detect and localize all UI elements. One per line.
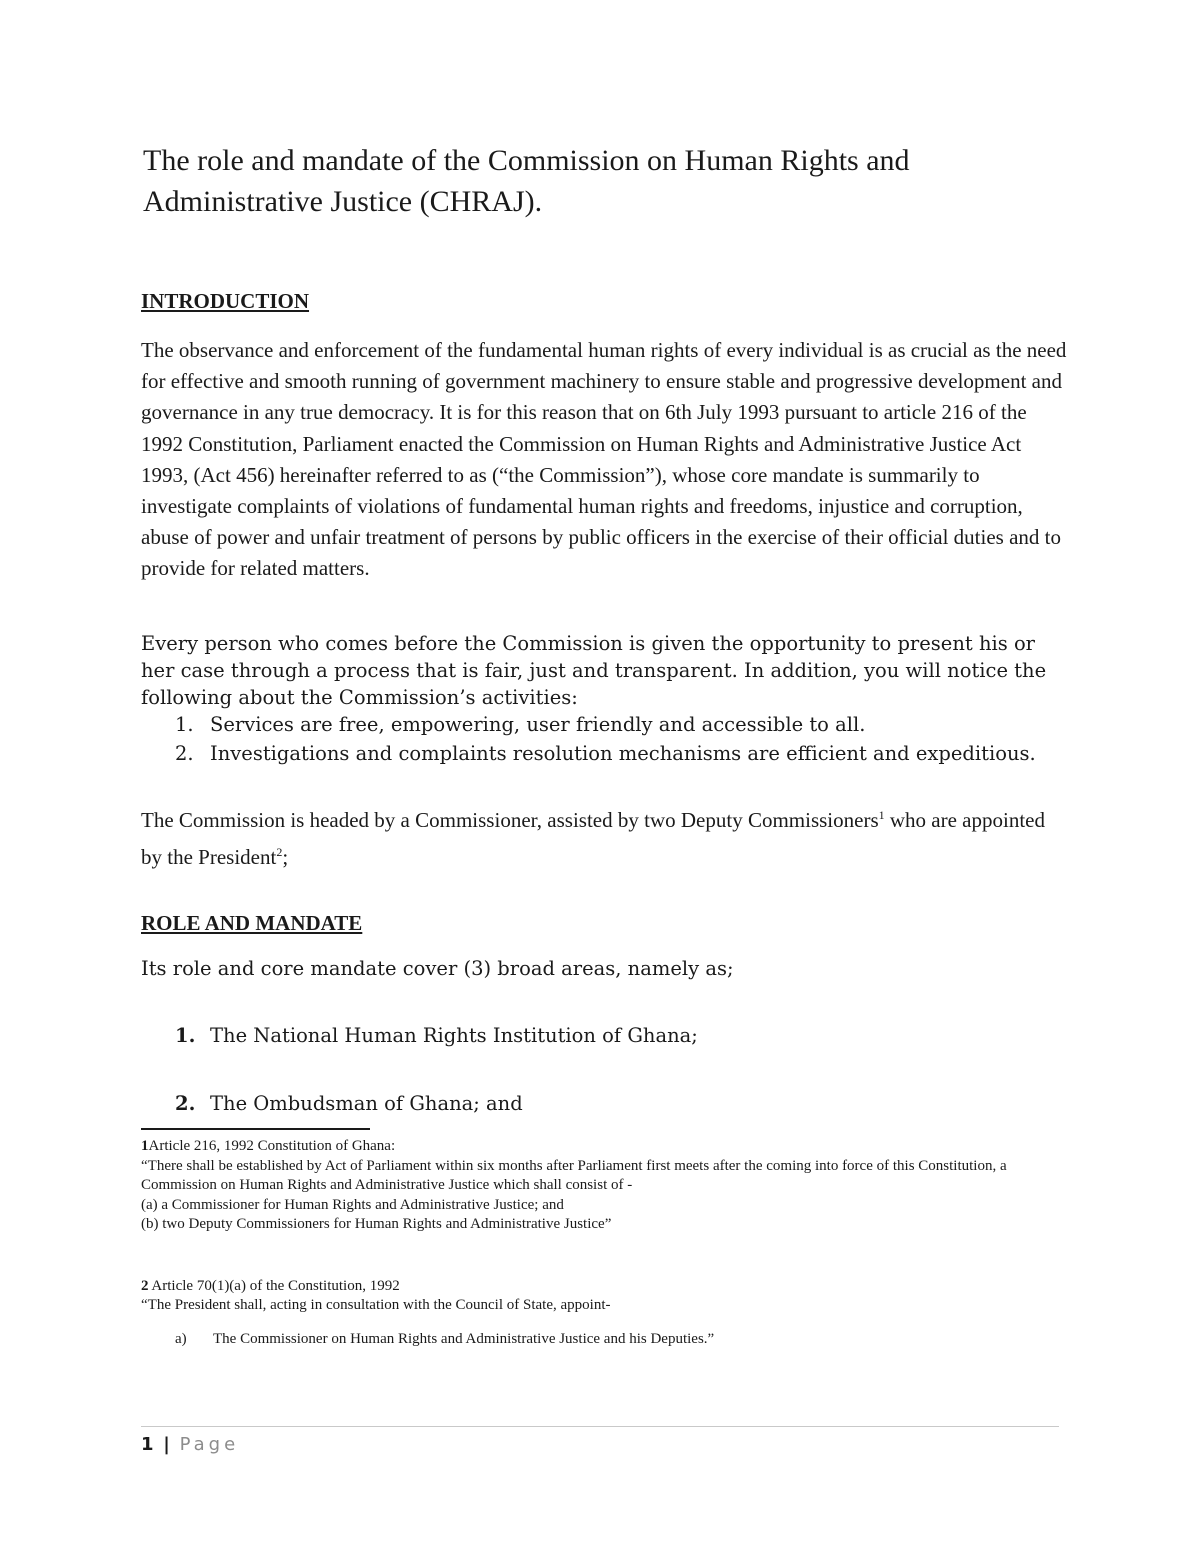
footnote-separator [141,1128,370,1130]
footnote-mark: 2 [141,1277,149,1294]
mandate-area-text: The National Human Rights Institution of Ghana; [210,1024,698,1047]
list-item [175,740,1036,769]
mandate-area-number: 2. [175,1092,196,1115]
footnote-mark: 1 [141,1138,149,1154]
footnote-2-quote: “The President shall, acting in consultation with the Council of State, appoint- [141,1297,611,1313]
footnote-1-item-b: (b) two Deputy Commissioners for Human Rights and Administrative Justice” [141,1216,612,1232]
footer-separator: | [163,1434,170,1455]
list-item-text: Investigations and complaints resolution mechanisms are efficient and expeditious. [210,741,1036,765]
paragraph-text: who are appointed by the President [141,808,1045,869]
footnote-1-ref [141,1137,1061,1157]
mandate-area-number: 1. [175,1024,196,1047]
role-mandate-heading: ROLE AND MANDATE [141,911,363,935]
list-item [175,711,1036,740]
footnote-item-label: a) [175,1330,187,1347]
page-footer [141,1434,239,1455]
footnotes [141,1137,1061,1349]
footnote-1-item-a: (a) a Commissioner for Human Rights and Administrative Justice; and [141,1196,564,1213]
introduction-heading: INTRODUCTION [141,289,310,313]
role-intro-text: Its role and core mandate cover (3) broad areas, namely as; [141,957,734,980]
footnote-2-ref [141,1277,1061,1297]
footnote-ref-2[interactable]: 2 [276,844,283,859]
paragraph-text: The Commission is headed by a Commissioner, assisted by two Deputy Commissioners [141,808,879,832]
footnote-ref-1[interactable]: 1 [878,808,885,822]
activities-list [175,711,1036,768]
footnote-item-text: The Commissioner on Human Rights and Administrative Justice and his Deputies.” [213,1330,715,1347]
footnote-text: Article 70(1)(a) of the Constitution, 1992 [148,1277,400,1294]
fair-process-paragraph: Every person who comes before the Commission is given the opportunity to present his or her case through a process that is fair, just and transparent. In addition, you will notice the following about the Commission’s activities: [141,632,1047,709]
introduction-paragraph: The observance and enforcement of the fundamental human rights of every individual is as crucial as the need for effective and smooth running of government machinery to ensure stable and progressive development and governance in any true democracy. It is for this reason that on 6th July 1993 pursuant to article 216 of the 1992 Constitution, Parliament enacted the Commission on Human Rights and Administrative Justice Act 1993, (Act 456) hereinafter referred to as (“the Commission”), whose core mandate is summarily to investigate complaints of violations of fundamental human rights and freedoms, injustice and corruption, abuse of power and unfair treatment of persons by public officers in the exercise of their official duties and to provide for related matters. [141,338,1067,581]
list-item-text: Services are free, empowering, user friendly and accessible to all. [210,713,866,736]
mandate-area-item [175,1024,698,1047]
footnote-2-item-a [175,1330,1061,1350]
page-label: Page [179,1434,240,1455]
document-title: The role and mandate of the Commission on Human Rights and Administrative Justice (CHRAJ). [143,144,910,218]
footnote-1-quote: “There shall be established by Act of Parliament within six months after Parliament first meets after the coming into force of this Constitution, a Commission on Human Rights and Administrative Justice which shall consist of - [141,1157,1007,1193]
list-item-number: 2. [175,741,194,765]
list-item-number: 1. [175,713,194,736]
paragraph-text: ; [282,844,289,869]
footer-rule [141,1426,1059,1427]
footnote-text: Article 216, 1992 Constitution of Ghana: [148,1138,396,1154]
page-number: 1 [141,1434,154,1455]
mandate-area-item [175,1092,523,1115]
mandate-area-text: The Ombudsman of Ghana; and [210,1092,523,1115]
commission-head-paragraph [141,800,1071,873]
